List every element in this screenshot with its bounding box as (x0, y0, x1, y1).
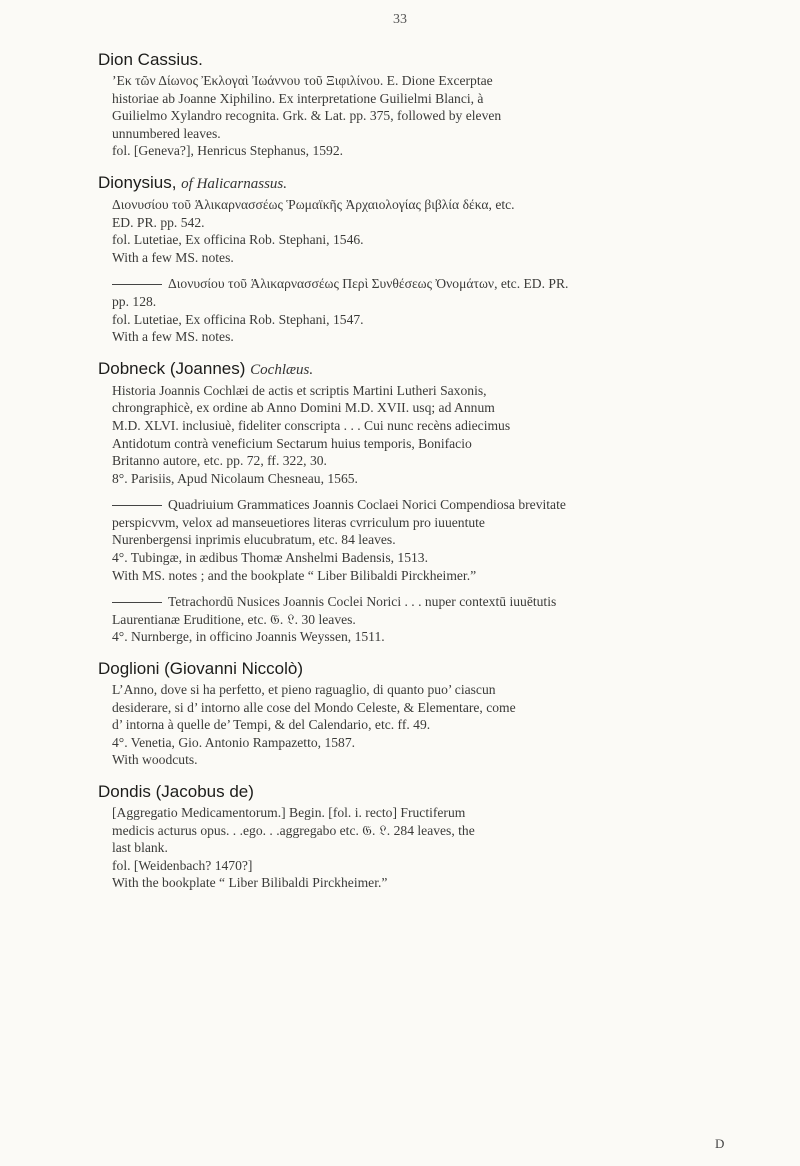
work-record (98, 681, 733, 769)
entry-heading-name: Dionysius, (98, 172, 177, 192)
record-text: 8°. Parisiis, Apud Nicolaum Chesneau, 1565. (112, 470, 358, 486)
record-text: pp. 128. (112, 293, 157, 309)
entry-heading (98, 50, 733, 70)
record-text: With MS. notes ; and the bookplate “ Liber Bilibaldi Pirckheimer.” (112, 567, 477, 583)
record-text: 4°. Tubingæ, in ædibus Thomæ Anshelmi Badensis, 1513. (112, 550, 429, 566)
entry-heading-name: Doglioni (Giovanni Niccolò) (98, 659, 304, 679)
record-line (112, 470, 733, 488)
record-line (112, 382, 733, 400)
record-text: 4°. Nurnberge, in officino Joannis Weyssen, 1511. (112, 629, 385, 645)
record-text: Quadriuium Grammatices Joannis Coclaei Norici Compendiosa brevitate (168, 497, 566, 513)
record-line (112, 857, 733, 875)
record-text: With the bookplate “ Liber Bilibaldi Pirckheimer.” (112, 875, 388, 891)
record-line (112, 531, 733, 549)
record-text: Διονυσίου τοῦ Ἁλικαρνασσέως Περὶ Συνθέσεως Ὀνομάτων, etc. ED. PR. (168, 276, 569, 292)
catalog-entry (98, 359, 733, 646)
record-text: medicis acturus opus. . .ego. . .aggregabo etc. 𝔊. 𝔏. 284 leaves, the (112, 822, 475, 838)
page-number: 33 (393, 12, 407, 27)
record-line (112, 293, 733, 311)
record-line (112, 593, 733, 611)
ditto-dash (112, 284, 162, 285)
work-record (98, 196, 733, 266)
record-text: Nurenbergensi inprimis elucubratum, etc. 84 leaves. (112, 532, 396, 548)
record-text: perspicvvm, velox ad manseuetiores literas cvrriculum pro iuuentute (112, 514, 485, 530)
record-line (112, 328, 733, 346)
record-line (112, 90, 733, 108)
record-text: Guilielmo Xylandro recognita. Grk. & Lat. pp. 375, followed by eleven (112, 108, 502, 124)
record-line (112, 549, 733, 567)
catalog-entry (98, 50, 733, 160)
catalog-entry (98, 173, 733, 346)
record-line (112, 734, 733, 752)
entry-heading-name: Dondis (Jacobus de) (98, 782, 254, 801)
record-text: Britanno autore, etc. pp. 72, ff. 322, 30. (112, 453, 327, 469)
record-line (112, 125, 733, 143)
record-text: Historia Joannis Cochlæi de actis et scriptis Martini Lutheri Saxonis, (112, 382, 487, 398)
entry-heading (98, 782, 733, 802)
record-line (112, 311, 733, 329)
work-record (98, 593, 733, 646)
catalog-entry (98, 782, 733, 892)
record-line (112, 628, 733, 646)
ditto-dash (112, 505, 162, 506)
record-text: last blank. (112, 840, 168, 856)
record-text: With woodcuts. (112, 752, 198, 768)
entry-heading-qualifier: Cochlæus. (250, 361, 314, 378)
record-line (112, 681, 733, 699)
entry-heading-name: Dobneck (Joannes) (98, 358, 246, 378)
record-text: chrongraphicè, ex ordine ab Anno Domini M.D. XVII. usq; ad Annum (112, 400, 495, 416)
record-text: Διονυσίου τοῦ Ἁλικαρνασσέως Ῥωμαϊκῆς Ἀρχαιολογίας βιβλία δέκα, etc. (112, 196, 515, 212)
record-text: With a few MS. notes. (112, 249, 234, 265)
catalog-entry (98, 659, 733, 769)
record-text: L’Anno, dove si ha perfetto, et pieno raguaglio, di quanto puo’ ciascun (112, 682, 496, 698)
work-record (98, 804, 733, 892)
record-text: fol. [Geneva?], Henricus Stephanus, 1592. (112, 143, 344, 159)
record-line (112, 822, 733, 840)
record-text: ED. PR. pp. 542. (112, 214, 205, 230)
record-text: Antidotum contrà veneficium Sectarum huius temporis, Bonifacio (112, 435, 472, 451)
entry-heading-qualifier: of Halicarnassus. (181, 175, 287, 192)
entry-heading (98, 173, 733, 194)
record-text: historiae ab Joanne Xiphilino. Ex interpretatione Guilielmi Blanci, à (112, 90, 484, 106)
entry-heading-name: Dion Cassius. (98, 50, 203, 69)
ditto-dash (112, 602, 162, 603)
record-line (112, 107, 733, 125)
record-text: unnumbered leaves. (112, 125, 221, 141)
record-text: fol. [Weidenbach? 1470?] (112, 857, 253, 873)
record-line (112, 249, 733, 267)
record-text: fol. Lutetiae, Ex officina Rob. Stephani, 1546. (112, 232, 364, 248)
record-line (112, 496, 733, 514)
record-line (112, 142, 733, 160)
signature-mark: D (715, 1136, 725, 1151)
record-text: Tetrachordū Nusices Joannis Coclei Norici . . . nuper contextū iuuētutis (168, 594, 557, 610)
record-line (112, 804, 733, 822)
work-record (98, 496, 733, 584)
record-line (112, 435, 733, 453)
record-line (112, 214, 733, 232)
record-line (112, 275, 733, 293)
work-record (98, 72, 733, 160)
record-text: 4°. Venetia, Gio. Antonio Rampazetto, 1587. (112, 734, 356, 750)
record-line (112, 417, 733, 435)
record-line (112, 839, 733, 857)
record-text: desiderare, si d’ intorno alle cose del Mondo Celeste, & Elementare, come (112, 699, 516, 715)
record-line (112, 72, 733, 90)
record-line (112, 399, 733, 417)
record-line (112, 452, 733, 470)
record-line (112, 611, 733, 629)
record-line (112, 751, 733, 769)
record-text: Laurentianæ Eruditione, etc. 𝔊. 𝔏. 30 leaves. (112, 611, 356, 627)
record-text: fol. Lutetiae, Ex officina Rob. Stephani, 1547. (112, 311, 364, 327)
work-record (98, 382, 733, 488)
entry-heading (98, 359, 733, 380)
record-line (112, 514, 733, 532)
record-text: ’Εκ τῶν Δίωνος Ἐκλογαὶ Ἰωάννου τοῦ Ξιφιλίνου. E. Dione Excerptae (112, 73, 493, 88)
record-text: With a few MS. notes. (112, 329, 234, 345)
record-line (112, 716, 733, 734)
work-record (98, 275, 733, 345)
record-line (112, 196, 733, 214)
record-line (112, 699, 733, 717)
record-text: M.D. XLVI. inclusiuè, fideliter conscripta . . . Cui nunc recèns adiecimus (112, 417, 511, 433)
record-line (112, 567, 733, 585)
record-text: [Aggregatio Medicamentorum.] Begin. [fol. i. recto] Fructiferum (112, 805, 466, 820)
record-line (112, 874, 733, 892)
record-line (112, 231, 733, 249)
catalog-entries (98, 50, 733, 905)
entry-heading (98, 659, 733, 679)
record-text: d’ intorna à quelle de’ Tempi, & del Calendario, etc. ff. 49. (112, 717, 431, 733)
